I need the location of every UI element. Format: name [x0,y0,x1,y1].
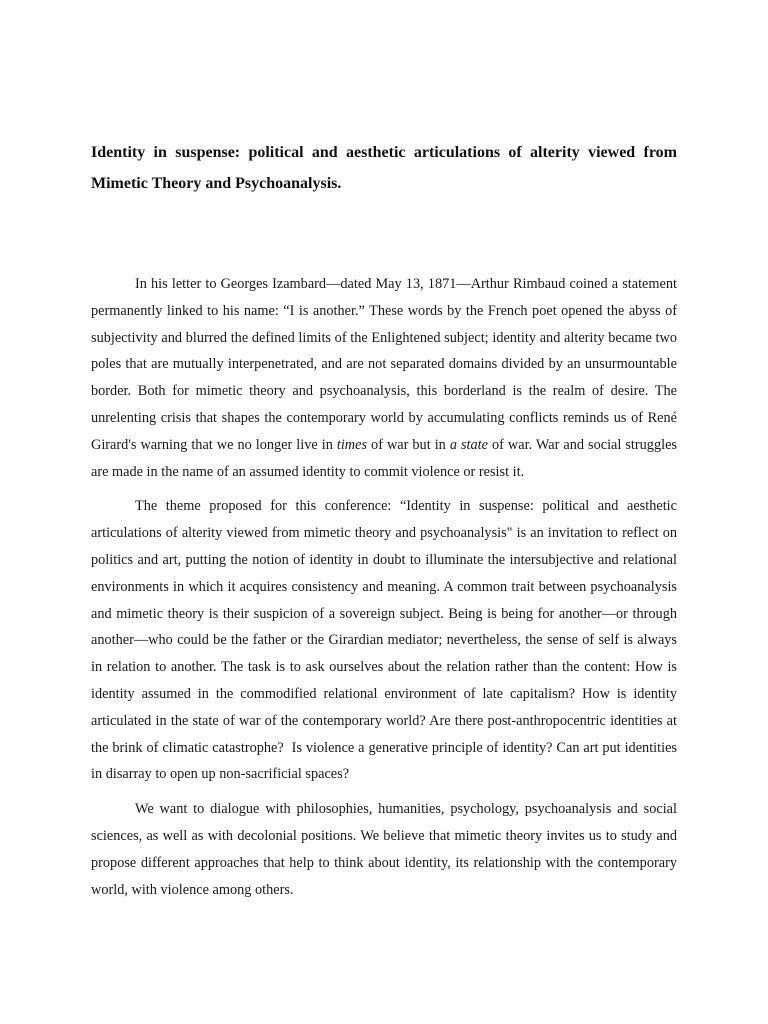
paragraph-2 [91,493,677,788]
text-segment: We want to dialogue with philosophies, humanities, psychology, psychoanalysis and social sciences, as well as with decolonial positions. We believe that mimetic theory invites us to study and propose different approaches that help to think about identity, its relationship with the contemporary world, with violence among others. [91,801,677,898]
text-segment: of war. War and social struggles are made in the name of an assumed identity to commit violence or resist it. [91,436,677,480]
document-title: Identity in suspense: political and aesthetic articulations of alterity viewed from Mimetic Theory and Psychoanalysis. [91,144,677,192]
document-body [91,271,677,903]
italic-text: a state [449,436,488,453]
paragraph-1 [91,271,677,485]
document-content [91,137,677,911]
text-segment: In his letter to Georges Izambard—dated May 13, 1871—Arthur Rimbaud coined a statement permanently linked to his name: “I is another.” These words by the French poet opened the abyss of subjectivity and blurred the defined limits of the Enlightened subject; identity and alterity became two poles that are mutually interpenetrated, and are not separated domains divided by an unsurmountable border. Both for mimetic theory and psychoanalysis, this borderland is the realm of desire. The unrelenting crisis that shapes the contemporary world by accumulating conflicts reminds us of René Girard's warning that we no longer live in [91,276,677,453]
text-segment: The theme proposed for this conference: “Identity in suspense: political and aesthetic articulations of alterity viewed from mimetic theory and psychoanalysis" is an invitation to reflect on politics and art, putting the notion of identity in doubt to illuminate the intersubjective and relational environments in which it acquires consistency and meaning. A common trait between psychoanalysis and mimetic theory is their suspicion of a sovereign subject. Being is being for another—or through another—who could be the father or the Girardian mediator; nevertheless, the sense of self is always in relation to another. The task is to ask ourselves about the relation rather than the content: How is identity assumed in the commodified relational environment of late capitalism? How is identity articulated in the state of war of the contemporary world? Are there post-anthropocentric identities at the brink of climatic catastrophe? Is violence a generative principle of identity? Can art put identities in disarray to open up non-sacrificial spaces? [91,498,677,783]
italic-text: times [336,436,368,453]
text-segment: of war but in [367,436,450,453]
paragraph-3 [91,796,677,903]
